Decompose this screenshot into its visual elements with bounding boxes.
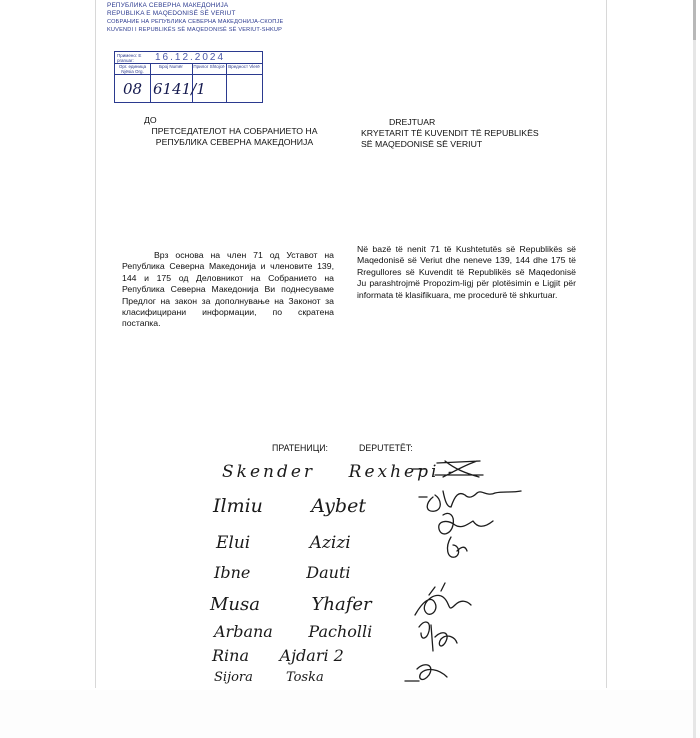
viewer-bottom-area <box>0 690 700 738</box>
vertical-scrollbar[interactable] <box>693 0 696 738</box>
handwritten-signature-name: Arbana Pacholli <box>214 622 373 641</box>
handwritten-signature-name: Ibne Dauti <box>214 563 351 582</box>
stamp-line: СОБРАНИЕ НА РЕПУБЛИКА СЕВЕРНА МАКЕДОНИЈА-СКОПЈЕ <box>107 19 284 25</box>
stamp-org-unit: 08 <box>123 80 143 98</box>
handwritten-signature-name: Ilmiu Aybet <box>213 495 366 517</box>
handwritten-signature-name: Musa Yhafer <box>210 594 372 615</box>
stamp-line: РЕПУБЛИКА СЕВЕРНА МАКЕДОНИЈА <box>107 2 229 9</box>
address-line: DREJTUAR <box>389 117 436 127</box>
stamp-col-attachment: Прилог Shtojcë <box>193 64 225 69</box>
scrollbar-thumb[interactable] <box>693 0 696 40</box>
stamp-col-value: Вредност Vlerë <box>228 64 260 69</box>
stamp-col-org: Орг. единица Njësia Org. <box>118 64 147 74</box>
mps-label-macedonian: ПРАТЕНИЦИ: <box>272 443 328 453</box>
registry-stamp-header <box>107 2 284 34</box>
address-line: ПРЕТСЕДАТЕЛОТ НА СОБРАНИЕТО НА <box>151 126 318 136</box>
address-albanian <box>361 117 591 150</box>
stamp-line: KUVENDI I REPUBLIKËS SË MAQEDONISË SË VERIUT-SHKUP <box>107 27 283 33</box>
stamp-col-number: Број Numër <box>159 64 183 69</box>
handwritten-signature-name: Skender Rexhepi - <box>222 462 457 482</box>
body-paragraph-albanian: Në bazë të nenit 71 të Kushtetutës së Republikës së Maqedonisë së Veriut dhe neneve 139, 144 dhe 175 të Rregullores së Kuvendit të Republikës së Maqedonisë Ju parashtrojmë Propozim-ligj për plotësimin e Ligjit për informata të klasifikuara, me procedurë të shkurtuar. <box>357 244 576 300</box>
stamp-number: 6141/1 <box>153 80 206 98</box>
handwritten-signature-name: Rina Ajdari 2 <box>212 646 344 665</box>
registry-stamp-box <box>114 51 263 103</box>
stamp-divider <box>226 63 227 102</box>
handwritten-signatures-right <box>395 455 565 690</box>
stamp-line: REPUBLIKA E MAQEDONISË SË VERIUT <box>107 10 236 17</box>
handwritten-signature-name: Elui Azizi <box>216 533 351 553</box>
body-paragraph-macedonian: Врз основа на член 71 од Уставот на Република Северна Македонија и членовите 139, 144 и 175 од Деловникот на Собранието на Република Северна Македонија Ви поднесуваме Предлог на закон за дополнување на Законот за класифицирани информации, по скратена постапка. <box>122 250 334 329</box>
mps-label-albanian: DEPUTETËT: <box>359 443 413 453</box>
address-macedonian <box>132 115 337 148</box>
stamp-date: 16.12.2024 <box>155 52 226 63</box>
address-line: KRYETARIT TË KUVENDIT TË REPUBLIKËS <box>361 128 539 138</box>
address-line: РЕПУБЛИКА СЕВЕРНА МАКЕДОНИЈА <box>155 137 314 147</box>
address-line: ДО <box>144 115 157 125</box>
handwritten-signature-name: Sijora Toska <box>214 670 324 685</box>
address-line: SË MAQEDONISË SË VERIUT <box>361 139 483 149</box>
stamp-received-label: Примено: E pranuar: <box>117 53 142 63</box>
stamp-divider <box>150 63 151 102</box>
